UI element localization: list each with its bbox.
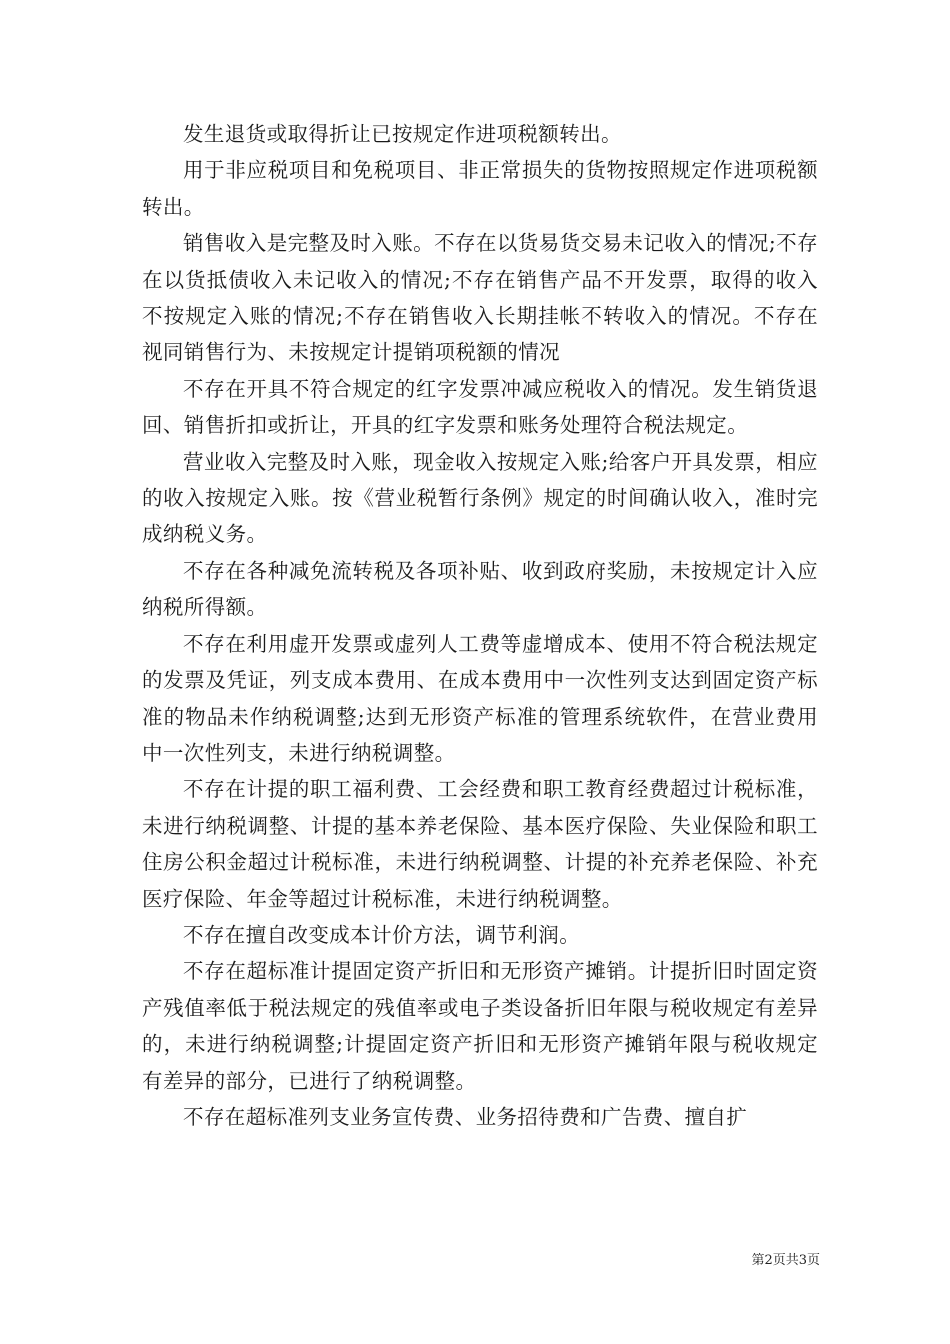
paragraph-6: 不存在各种减免流转税及各项补贴、收到政府奖励，未按规定计入应纳税所得额。: [142, 558, 818, 620]
paragraph-9: 不存在擅自改变成本计价方法，调节利润。: [183, 922, 581, 947]
paragraph-2: 用于非应税项目和免税项目、非正常损失的货物按照规定作进项税额转出。: [142, 158, 818, 219]
paragraph-11: 不存在超标准列支业务宣传费、业务招待费和广告费、擅自扩: [183, 1104, 748, 1129]
paragraph-5: 营业收入完整及时入账，现金收入按规定入账;给客户开具发票，相应的收入按规定入账。按《营业税暂行条例》规定的时间确认收入，准时完成纳税义务。: [142, 449, 818, 547]
paragraph-1: 发生退货或取得折让已按规定作进项税额转出。: [183, 122, 622, 146]
paragraph-7: 不存在利用虚开发票或虚列人工费等虚增成本、使用不符合税法规定的发票及凭证，列支成本费用、在成本费用中一次性列支达到固定资产标准的物品未作纳税调整;达到无形资产标准的管理系统软件，在营业费用中一次性列支，未进行纳税调整。: [142, 631, 818, 765]
paragraph-8: 不存在计提的职工福利费、工会经费和职工教育经费超过计税标准，未进行纳税调整、计提的基本养老保险、基本医疗保险、失业保险和职工住房公积金超过计税标准，未进行纳税调整、计提的补充养老保险、补充医疗保险、年金等超过计税标准，未进行纳税调整。: [142, 777, 818, 911]
paragraph-10: 不存在超标准计提固定资产折旧和无形资产摊销。计提折旧时固定资产残值率低于税法规定的残值率或电子类设备折旧年限与税收规定有差异的，未进行纳税调整;计提固定资产折旧和无形资产摊销年限与税收规定有差异的部分，已进行了纳税调整。: [142, 959, 818, 1093]
page-number-footer: 第2页共3页: [751, 1253, 820, 1268]
paragraph-3: 销售收入是完整及时入账。不存在以货易货交易未记收入的情况;不存在以货抵债收入未记收入的情况;不存在销售产品不开发票，取得的收入不按规定入账的情况;不存在销售收入长期挂帐不转收入的情况。不存在视同销售行为、未按规定计提销项税额的情况: [142, 231, 818, 365]
paragraph-4: 不存在开具不符合规定的红字发票冲减应税收入的情况。发生销货退回、销售折扣或折让，开具的红字发票和账务处理符合税法规定。: [142, 376, 818, 438]
document-body: [142, 116, 818, 1135]
